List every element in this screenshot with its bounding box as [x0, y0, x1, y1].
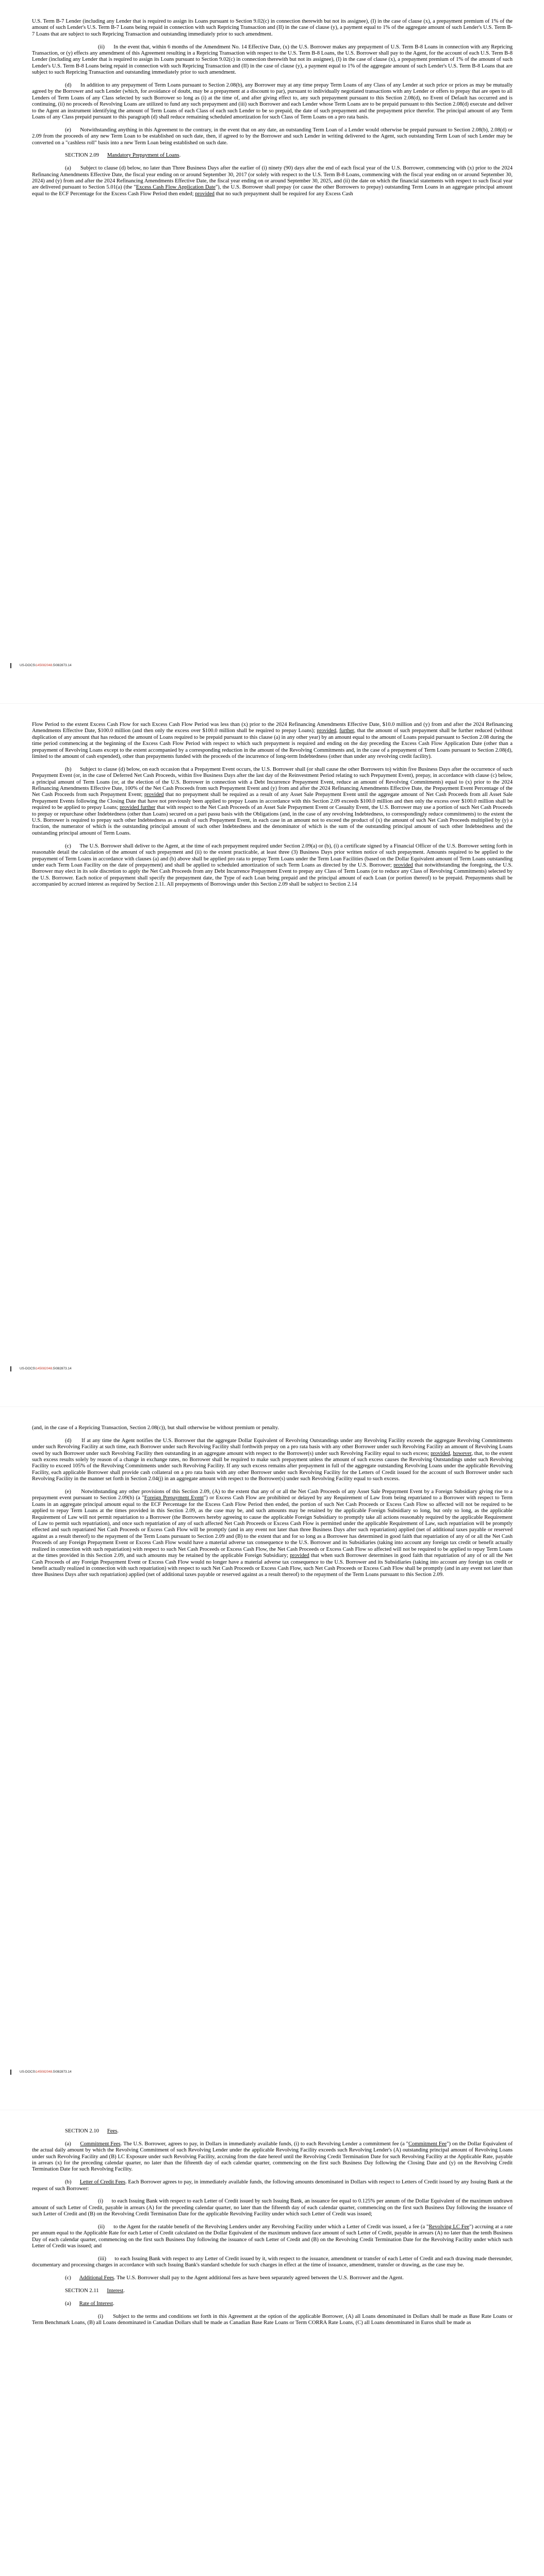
document-page-2 [0, 703, 544, 1406]
footer-marker [10, 663, 11, 668]
footer-marker [10, 2070, 11, 2075]
section-heading: SECTION 2.10 Fees. [65, 2128, 119, 2134]
page-3-body [32, 1425, 513, 1579]
document-id: US-DOCS\145082048.5\082873.14 [20, 2070, 72, 2074]
page-1-body [32, 19, 513, 197]
paragraph: (e) Notwithstanding anything in this Agreement to the contrary, in the event that on any date, an outstanding Term Loan of a Lender would otherwise be prepaid pursuant to Section 2.08(b), 2.08(d) or 2.09 from the proceeds of any new Term Loan to be established on such date, then, if agreed to by the Borrower and such Lender in writing delivered to the Agent, such outstanding Term Loan of such Lender may be converted on a "cashless roll" basis into a new Term Loan being established on such date. [32, 127, 513, 146]
page-2-body [32, 722, 513, 888]
paragraph: (ii) In the event that, within 6 months of the Amendment No. 14 Effective Date, (x) the U.S. Borrower makes any prepayment of U.S. Term B-8 Loans in connection with any Repricing Transaction, or (y) effects any amendment of this Agreement resulting in a Repricing Transaction with respect to the U.S. Term B-8 Loans, the U.S. Borrower shall pay to the Agent, for the account of each U.S. Term B-8 Lender (including any Lender that is required to assign its Loans pursuant to Section 9.02(c) in connection therewith but not its assignee), (I) in the case of clause (x), a prepayment premium of 1% of the amount of such Lender's U.S. Term B-8 Loans being repaid in connection with such Repricing Transaction and (II) in the case of clause (y), a payment equal to 1% of the aggregate amount of such Lender's U.S. Term B-8 Loans that are subject to such Repricing Transaction and outstanding immediately prior to such amendment. [32, 44, 513, 76]
section-heading: SECTION 2.09 Mandatory Prepayment of Loans. [65, 152, 181, 159]
paragraph: (a) Subject to clause (d) below, no later than Three Business Days after the earlier of (i) ninety (90) days after the end of each fiscal year of the U.S. Borrower, commencing with (x) prior to the 2024 Refinancing Amendments Effective Date, the fiscal year ending on or around September 30, 2017 (or solely with respect to the U.S. Term B-8 Loans, commencing with the fiscal year ending on or around September 30, 2024) and (y) from and after the 2024 Refinancing Amendments Effective Date, the fiscal year ending on or around September 30, 2025, and (ii) the date on which the financial statements with respect to such fiscal year are delivered pursuant to Section 5.01(a) (the "Excess Cash Flow Application Date"), the U.S. Borrower shall prepay (or cause the other Borrowers to prepay) outstanding Term Loans in an aggregate principal amount equal to the ECF Percentage for the Excess Cash Flow Period then ended; provided that no such prepayment shall be required for any Excess Cash [32, 165, 513, 197]
document-id: US-DOCS\145082048.5\082873.14 [20, 664, 72, 667]
paragraph: (d) If at any time the Agent notifies the U.S. Borrower that the aggregate Dollar Equivalent of Revolving Outstandings under any Revolving Facility exceeds the aggregate Revolving Commitments under such Revolving Facility at such time, each Borrower under such Revolving Facility shall forthwith prepay on a pro rata basis with any other Borrower under such Revolving Facility an amount of Revolving Loans owed by such Borrower under such Revolving Facility then outstanding in an aggregate amount with respect to the Borrower(s) under such Revolving Facility equal to such excess; provided, however, that, to the extent such excess results solely by reason of a change in exchange rates, no Borrower shall be required to make such prepayment unless the amount of such excess causes the Revolving Outstandings under such Revolving Facility to exceed 105% of the Revolving Commitments under such Revolving Facility. If any such excess remains after prepayment in full of the aggregate outstanding Revolving Loans under the applicable Revolving Facility, each applicable Borrower shall provide cash collateral on a pro rata basis with any other Borrower under such Revolving Facility for the Letters of Credit issued for the account of such Borrower under such Revolving Facility in the manner set forth in Section 2.04(j) in an aggregate amount with respect to the Borrower(s) under such Revolving Facility equal to such excess. [32, 1437, 513, 1482]
paragraph: U.S. Term B-7 Lender (including any Lender that is required to assign its Loans pursuant to Section 9.02(c) in connection therewith but not its assignee), (I) in the case of clause (x), a prepayment premium of 1% of the amount of such Lender's U.S. Term B-7 Loans being repaid in connection with such Repricing Transaction and (II) in the case of clause (y), a payment equal to 1% of the aggregate amount of such Lender's U.S. Term B-7 Loans that are subject to such Repricing Transaction and outstanding immediately prior to such amendment. [32, 19, 513, 37]
page-4-body [32, 2128, 513, 2326]
paragraph: (e) Notwithstanding any other provisions of this Section 2.09, (A) to the extent that any of or all the Net Cash Proceeds of any Asset Sale Prepayment Event by a Foreign Subsidiary giving rise to a prepayment event pursuant to Section 2.09(b) (a "Foreign Prepayment Event") or Excess Cash Flow are prohibited or delayed by any Requirement of Law from being repatriated to a Borrower with respect to Term Loans in an aggregate principal amount equal to the ECF Percentage for the Excess Cash Flow Period then ended, the portion of such Net Cash Proceeds or Excess Cash Flow so affected will not be required to be applied to repay Term Loans at the times provided in this Section 2.09, as the case may be, and such amounts may be retained by the applicable Foreign Subsidiary so long, but only so long, as the applicable Requirement of Law will not permit repatriation to a Borrower (the Borrowers hereby agreeing to cause the applicable Foreign Subsidiary to promptly take all actions reasonably required by the applicable Requirement of Law to permit such repatriation), and once such repatriation of any of such affected Net Cash Proceeds or Excess Cash Flow is permitted under the applicable Requirement of Law, such repatriation will be promptly effected and such repatriated Net Cash Proceeds or Excess Cash Flow will be promptly (and in any event not later than three Business Days after such repatriation) applied (net of additional taxes payable or reserved against as a result thereof) to the repayment of the Term Loans pursuant to Section 2.09 and (B) to the extent that and for so long as a Borrower has determined in good faith that repatriation of any of or all the Net Cash Proceeds of any Foreign Prepayment Event or Excess Cash Flow would have a material adverse tax consequence to the U.S. Borrower and its Subsidiaries (taking into account any foreign tax credit or benefit actually realized in connection with such repatriation) with respect to such Net Cash Proceeds or Excess Cash Flow, the Net Cash Proceeds or Excess Cash Flow so affected will not be required to be applied to repay Term Loans at the times provided in this Section 2.09, and such amounts may be retained by the applicable Foreign Subsidiary; provided that when such Borrower determines in good faith that repatriation of any of or all the Net Cash Proceeds of any Foreign Prepayment Event or Excess Cash Flow would no longer have a material adverse tax consequence to the U.S. Borrower and its Subsidiaries (taking into account any foreign tax credit or benefit actually realized in connection with such repatriation) with respect to such Net Cash Proceeds or Excess Cash Flow, such Net Cash Proceeds or Excess Cash Flow shall be promptly (and in any event not later than three Business Days after such repatriation) applied (net of additional taxes payable or reserved against as a result thereof) to the repayment of the Term Loans pursuant to this Section 2.09. [32, 1489, 513, 1578]
paragraph: (c) The U.S. Borrower shall deliver to the Agent, at the time of each prepayment required under Section 2.09(a) or (b), (i) a certificate signed by a Financial Officer of the U.S. Borrower setting forth in reasonable detail the calculation of the amount of such prepayment and (ii) to the extent practicable, at least three (3) Business Days prior written notice of such prepayment. Amounts required to be applied to the prepayment of Term Loans in accordance with clauses (a) and (b) above shall be applied pro rata to prepay Term Loans under the Term Loan Facilities (based on the Dollar Equivalent amount of Term Loans outstanding under each Term Loan Facility on the date of prepayment) and shall be applied to scheduled amortization of such Term Loans as directed by the U.S. Borrower; provided that notwithstanding the foregoing, the U.S. Borrower may elect in its sole discretion to apply the Net Cash Proceeds from any Debt Incurrence Prepayment Event to prepay any Class of Term Loans (or to reduce any Class of Revolving Commitments) selected by the U.S. Borrower. Each notice of prepayment shall specify the prepayment date, the Type of each Loan being prepaid and the principal amount of each Loan (or portion thereof) to be prepaid. Prepayments shall be accompanied by accrued interest as required by Section 2.11. All prepayments of Borrowings under this Section 2.09 shall be subject to Section 2.14 [32, 843, 513, 888]
paragraph: (ii) to the Agent for the ratable benefit of the Revolving Lenders under any Revolving Facility under which a Letter of Credit was issued, a fee (a "Revolving LC Fee") accruing at a rate per annum equal to the Applicable Rate for each Letter of Credit calculated on the Dollar Equivalent of the maximum undrawn face amount of such Letter of Credit, payable in arrears (A) no later than the tenth Business Day of each calendar quarter, commencing on the first such Business Day following the issuance of such Letter of Credit and (B) on the Revolving Credit Termination Date for the Revolving Facility under which such Letter of Credit was issued; and [32, 2224, 513, 2249]
document-page-4 [0, 2110, 544, 2576]
paragraph: (c) Additional Fees. The U.S. Borrower shall pay to the Agent additional fees as have been separately agreed between the U.S. Borrower and the Agent. [65, 2275, 404, 2281]
document-id: US-DOCS\145082048.5\082873.14 [20, 1367, 72, 1370]
document-page-3 [0, 1406, 544, 2110]
document-page-1 [0, 0, 544, 703]
paragraph: Flow Period to the extent Excess Cash Flow for such Excess Cash Flow Period was less than (x) prior to the 2024 Refinancing Amendments Effective Date, $10.0 million and (y) from and after the 2024 Refinancing Amendments Effective Date, $100.0 million (and then only the excess over $100.0 million shall be required to prepay Loans); provided, further, that the amount of such prepayment shall be further reduced (without duplication of any amount that has reduced the amount of Loans required to be prepaid pursuant to this clause (a) in any other year) by an amount equal to the amount of Loans prepaid pursuant to Section 2.08 during the time period commencing at the beginning of the Excess Cash Flow Period with respect to which such prepayment is required and ending on the day preceding the Excess Cash Flow Application Date (other than a prepayment of Revolving Loans except to the extent accompanied by a corresponding reduction in the amount of the Revolving Commitments and, in the case of a prepayment of Term Loans pursuant to Section 2.08(d), limited to the amount of cash expended), other than prepayments funded with the proceeds of the incurrence of long-term Indebtedness (other than under any revolving credit facility). [32, 722, 513, 760]
paragraph: (iii) to each Issuing Bank with respect to any Letter of Credit issued by it, with respect to the issuance, amendment or transfer of each Letter of Credit and each drawing made thereunder, documentary and processing charges in accordance with such Issuing Bank's standard schedule for such charges in effect at the time of issuance, amendment, transfer or drawing, as the case may be. [32, 2256, 513, 2268]
footer-marker [10, 1366, 11, 1371]
paragraph: (i) to each Issuing Bank with respect to each Letter of Credit issued by such Issuing Bank, an issuance fee equal to 0.125% per annum of the Dollar Equivalent of the maximum undrawn amount of such Letter of Credit, payable in arrears (A) for the preceding calendar quarter, no later than the fifteenth day of each calendar quarter, commencing on the first such Business Day following the issuance of such Letter of Credit and (B) on the Revolving Credit Termination Date for the applicable Revolving Facility under which such Letter of Credit was issued; [32, 2198, 513, 2217]
section-heading: SECTION 2.11 Interest. [65, 2288, 125, 2294]
paragraph: (i) Subject to the terms and conditions set forth in this Agreement at the option of the applicable Borrower, (A) all Loans denominated in Dollars shall be made as Base Rate Loans or Term Benchmark Loans, (B) all Loans denominated in Canadian Dollars shall be made as Canadian Base Rate Loans or Term CORRA Rate Loans, (C) all Loans denominated in Euros shall be made as [32, 2313, 513, 2326]
paragraph: (b) Subject to clause (d) below, on each occasion that a Prepayment Event occurs, the U.S. Borrower shall (or shall cause the other Borrowers to) within five Business Days after the occurrence of such Prepayment Event (or, in the case of Deferred Net Cash Proceeds, within five Business Days after the last day of the Reinvestment Period relating to such Prepayment Event), prepay, in accordance with clause (c) below, a principal amount of Term Loans (or, at the election of the U.S. Borrower in connection with a Debt Incurrence Prepayment Event, reduce an amount of Revolving Commitments) equal to (x) prior to the 2024 Refinancing Amendments Effective Date, 100% of the Net Cash Proceeds from such Prepayment Event and (y) from and after the 2024 Refinancing Amendments Effective Date, the Prepayment Event Percentage of the Net Cash Proceeds from such Prepayment Event; provided that no prepayment shall be required as a result of any Asset Sale Prepayment Event until the aggregate amount of Net Cash Proceeds from all Asset Sale Prepayment Events following the Closing Date that have not previously been applied to prepay Loans in accordance with this Section 2.09 exceeds $100.0 million and then only the excess over $100.0 million shall be required to be applied to prepay Loans; provided further that with respect to the Net Cash Proceeds of an Asset Sale Prepayment Event or Casualty Event, the U.S. Borrower may use a portion of such Net Cash Proceeds to prepay or repurchase other Indebtedness (other than Loans) secured on a pari passu basis with the Obligations (and, in the case of any revolving Indebtedness, to correspondingly reduce commitments) to the extent the U.S. Borrower is required to prepay such other Indebtedness as a result of such Prepayment Event, in each case in an amount not to exceed the product of (x) the amount of such Net Cash Proceeds multiplied by (y) a fraction, the numerator of which is the outstanding principal amount of such other Indebtedness and the denominator of which is the sum of the outstanding principal amount of such other Indebtedness and the outstanding principal amount of Term Loans. [32, 766, 513, 836]
paragraph: (b) Letter of Credit Fees. Each Borrower agrees to pay, in immediately available funds, the following amounts denominated in Dollars with respect to Letters of Credit issued by any Issuing Bank at the request of such Borrower: [32, 2179, 513, 2192]
paragraph: (d) In addition to any prepayment of Term Loans pursuant to Section 2.08(b), any Borrower may at any time prepay Term Loans of any Class of any Lender at such price or prices as may be mutually agreed by the Borrower and such Lender (which, for avoidance of doubt, may be a prepayment at a discount to par), pursuant to individually negotiated transactions with any Lender or offers to prepay that are open to all Lenders of Term Loans of any Class selected by such Borrower so long as (i) at the time of, and after giving effect to, any such prepayment pursuant to this Section 2.08(d), no Event of Default has occurred and is continuing, (ii) no proceeds of Revolving Loans are utilized to fund any such prepayment and (iii) such Borrower and each Lender whose Term Loans are to be prepaid pursuant to this Section 2.08(d) execute and deliver to the Agent an instrument identifying the amount of Term Loans of each Class of each such Lender to be so prepaid, the date of such prepayment and the prepayment price therefor. The principal amount of any Term Loans of any Class prepaid pursuant to this paragraph (d) shall reduce remaining scheduled amortization for such Class of Term Loans on a pro rata basis. [32, 82, 513, 121]
paragraph: (a) Rate of Interest. [65, 2300, 114, 2307]
paragraph: (and, in the case of a Repricing Transaction, Section 2.08(c)), but shall otherwise be without premium or penalty. [32, 1425, 279, 1431]
paragraph: (a) Commitment Fees. The U.S. Borrower, agrees to pay, in Dollars in immediately available funds, (i) to each Revolving Lender a commitment fee (a "Commitment Fee") on the Dollar Equivalent of the actual daily amount by which the Revolving Commitment of such Revolving Lender under the applicable Revolving Facility exceeds such Revolving Lender's (A) outstanding principal amount of Revolving Loans under such Revolving Facility and (B) LC Exposure under such Revolving Facility, accruing from the date hereof until the Revolving Credit Termination Date for such Revolving Facility at the Applicable Rate, payable in arrears (x) for the preceding calendar quarter, no later than the fifteenth day of each calendar quarter, commencing on the first such Business Day following the Closing Date and (y) on the Revolving Credit Termination Date for such Revolving Facility. [32, 2141, 513, 2173]
